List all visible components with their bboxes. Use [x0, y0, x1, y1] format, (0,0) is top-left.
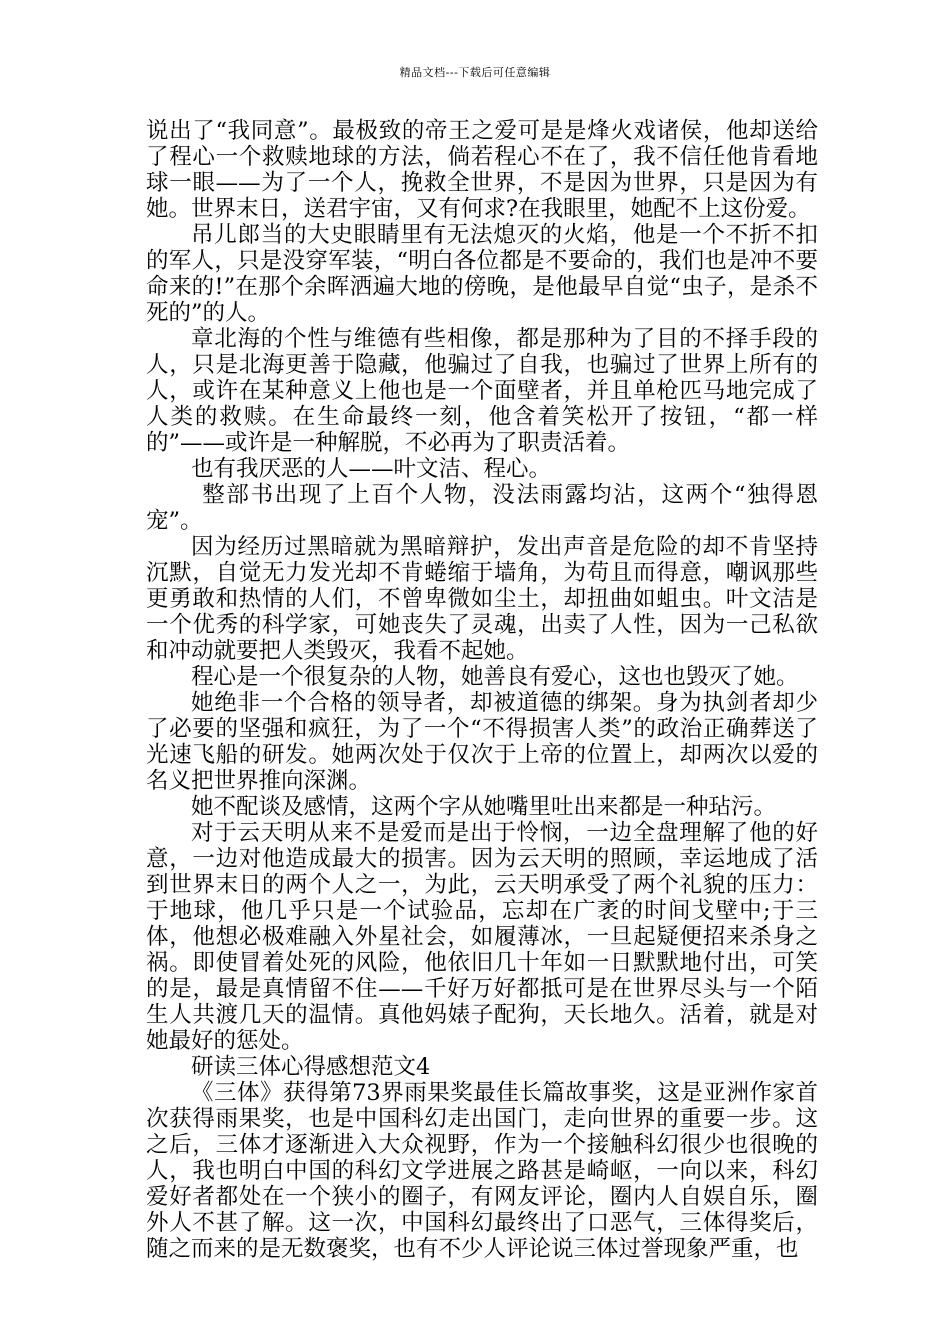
paragraph: 她不配谈及感情，这两个字从她嘴里吐出来都是一种玷污。 — [191, 794, 777, 820]
paragraph: 对于云天明从来不是爱而是出于怜悯，一边全盘理解了他的好意，一边对他造成最大的损害。因为云天明的照顾，幸运地成了活到世界末日的两个人之一，为此，云天明承受了两个礼貌的压力：于地球，他几乎只是一个试验品，忘却在广袤的时间戈壁中;于三体，他想必极难融入外星社会，如履薄冰，一旦起疑便招来杀身之祸。即使冒着处死的风险，他依旧几十年如一日默默地付出，可笑的是，最是真情留不住——千好万好都抵可是在世界尽头与一个陌生人共渡几天的温情。真他妈婊子配狗，天长地久。活着，就是对她最好的惩处。 — [146, 820, 818, 1054]
paragraph: 说出了“我同意”。最极致的帝王之爱可是是烽火戏诸侯，他却送给了程心一个救赎地球的方法，倘若程心不在了，我不信任他肯看地球一眼——为了一个人，挽救全世界，不是因为世界，只是因为有她。世界末日，送君宇宙，又有何求?在我眼里，她配不上这份爱。 — [146, 118, 818, 222]
paragraph: 整部书出现了上百个人物，没法雨露均沾，这两个“独得恩宠”。 — [146, 482, 818, 534]
document-body — [146, 118, 818, 1262]
paragraph: 章北海的个性与维德有些相像，都是那种为了目的不择手段的人，只是北海更善于隐藏，他骗过了自我，也骗过了世界上所有的人，或许在某种意义上他也是一个面壁者，并且单枪匹马地完成了人类的救赎。在生命最终一刻，他含着笑松开了按钮，“都一样的”——或许是一种解脱，不必再为了职责活着。 — [146, 326, 818, 456]
page-header: 精品文档---下载后可任意编辑 — [399, 66, 551, 79]
paragraph: 程心是一个很复杂的人物，她善良有爱心，这也也毁灭了她。 — [191, 664, 799, 690]
paragraph: 她绝非一个合格的领导者，却被道德的绑架。身为执剑者却少了必要的坚强和疯狂，为了一个“不得损害人类”的政治正确葬送了光速飞船的研发。她两次处于仅次于上帝的位置上，却两次以爱的名义把世界推向深渊。 — [146, 690, 818, 794]
paragraph: 吊儿郎当的大史眼睛里有无法熄灭的火焰，他是一个不折不扣的军人，只是没穿军装，“明白各位都是不要命的，我们也是冲不要命来的!”在那个余晖洒遍大地的傍晚，是他最早自觉“虫子，是杀不死的”的人。 — [146, 222, 818, 326]
paragraph: 也有我厌恶的人——叶文洁、程心。 — [191, 456, 552, 482]
section-heading: 研读三体心得感想范文4 — [191, 1054, 431, 1080]
paragraph: 《三体》获得第73界雨果奖最佳长篇故事奖，这是亚洲作家首次获得雨果奖，也是中国科幻走出国门，走向世界的重要一步。这之后，三体才逐渐进入大众视野，作为一个接触科幻很少也很晚的人，我也明白中国的科幻文学进展之路甚是崎岖，一向以来，科幻爱好者都处在一个狭小的圈子，有网友评论，圈内人自娱自乐，圈外人不甚了解。这一次，中国科幻最终出了口恶气，三体得奖后，随之而来的是无数褒奖，也有不少人评论说三体过誉现象严重，也 — [146, 1080, 818, 1262]
paragraph: 因为经历过黑暗就为黑暗辩护，发出声音是危险的却不肯坚持沉默，自觉无力发光却不肯蜷缩于墙角，为苟且而得意，嘲讽那些更勇敢和热情的人们，不曾卑微如尘土，却扭曲如蛆虫。叶文洁是一个优秀的科学家，可她丧失了灵魂，出卖了人性，因为一己私欲和冲动就要把人类毁灭，我看不起她。 — [146, 534, 818, 664]
